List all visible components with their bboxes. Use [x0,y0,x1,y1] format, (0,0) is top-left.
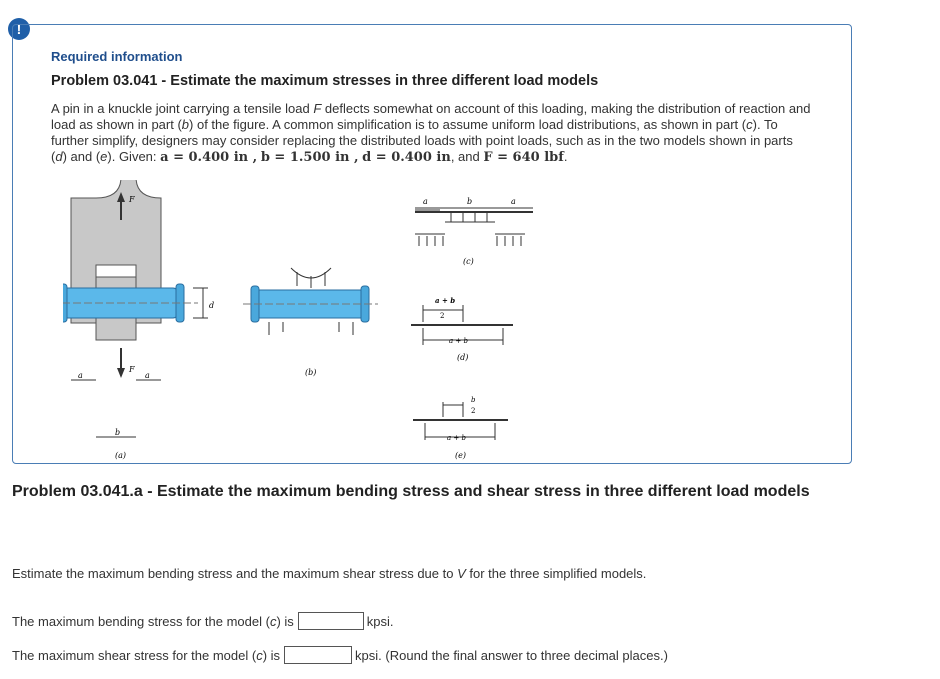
figure-part-d [411,296,513,362]
shear-stress-input[interactable] [284,646,352,664]
c-b: b [467,197,473,206]
figure-part-a [63,180,214,460]
given-b: b = 1.500 in , [260,150,359,165]
dim-d-label: d [209,301,215,310]
d-top-label: a + b [435,296,456,305]
problem-title: Problem 03.041 - Estimate the maximum stresses in three different load models [51,73,599,89]
required-info-panel [12,24,852,464]
label-b: (b) [305,368,317,377]
dim-a-left: a [78,371,83,380]
shear-stress-question: The maximum shear stress for the model ( c ) is kpsi. (Round the final answer to three decimal places.) [12,647,668,663]
part-a-instruction: Estimate the maximum bending stress and the maximum shear stress due to V for the three simplified models. [12,566,647,581]
c-a2: a [511,197,516,206]
e-bottom-label: a + b [447,434,466,442]
dim-a-right: a [145,371,150,380]
bending-stress-input[interactable] [298,612,364,630]
alert-icon: ! [8,18,30,40]
label-d: (d) [457,353,469,362]
given-a: a = 0.400 in , [160,150,258,165]
knuckle-joint-figure [63,180,533,465]
shear-stress-unit: kpsi. (Round the final answer to three decimal places.) [355,647,668,663]
label-a: (a) [115,451,127,460]
label-c: (c) [463,257,474,266]
e-two: 2 [471,407,476,415]
problem-description: A pin in a knuckle joint carrying a tensile load F deflects somewhat on account of this loading, making the distribution of reaction and load as shown in part (b) of the figure. A common simplification is to assume uniform load distributions, as shown in part (c). To further simplify, designers may consider replacing the distributed loads with point loads, such as in the two models shown in parts (d) and (e). Given: a = 0.400 in , b = 1.500 in , d = 0.400 in, and F = 640 lbf. [51,101,811,165]
dim-b-label: b [115,428,121,437]
bending-stress-question: The maximum bending stress for the model ( c ) is kpsi. [12,613,394,629]
d-bottom-label: a + b [449,337,468,345]
F-bottom-label: F [129,365,135,374]
F-top-label: F [129,195,135,204]
c-a1: a [423,197,428,206]
e-b-label: b [471,396,476,404]
bending-stress-unit: kpsi. [366,613,394,629]
given-F: F = 640 lbf [483,150,564,165]
figure-part-b [243,268,378,377]
part-a-title: Problem 03.041.a - Estimate the maximum bending stress and shear stress in three different load models [12,483,810,500]
given-d: d = 0.400 in [362,150,451,165]
label-e: (e) [455,451,466,460]
figure-part-c [415,197,533,266]
d-two: 2 [440,312,445,320]
figure-part-e [413,396,508,460]
required-information-label: Required information [51,49,183,64]
